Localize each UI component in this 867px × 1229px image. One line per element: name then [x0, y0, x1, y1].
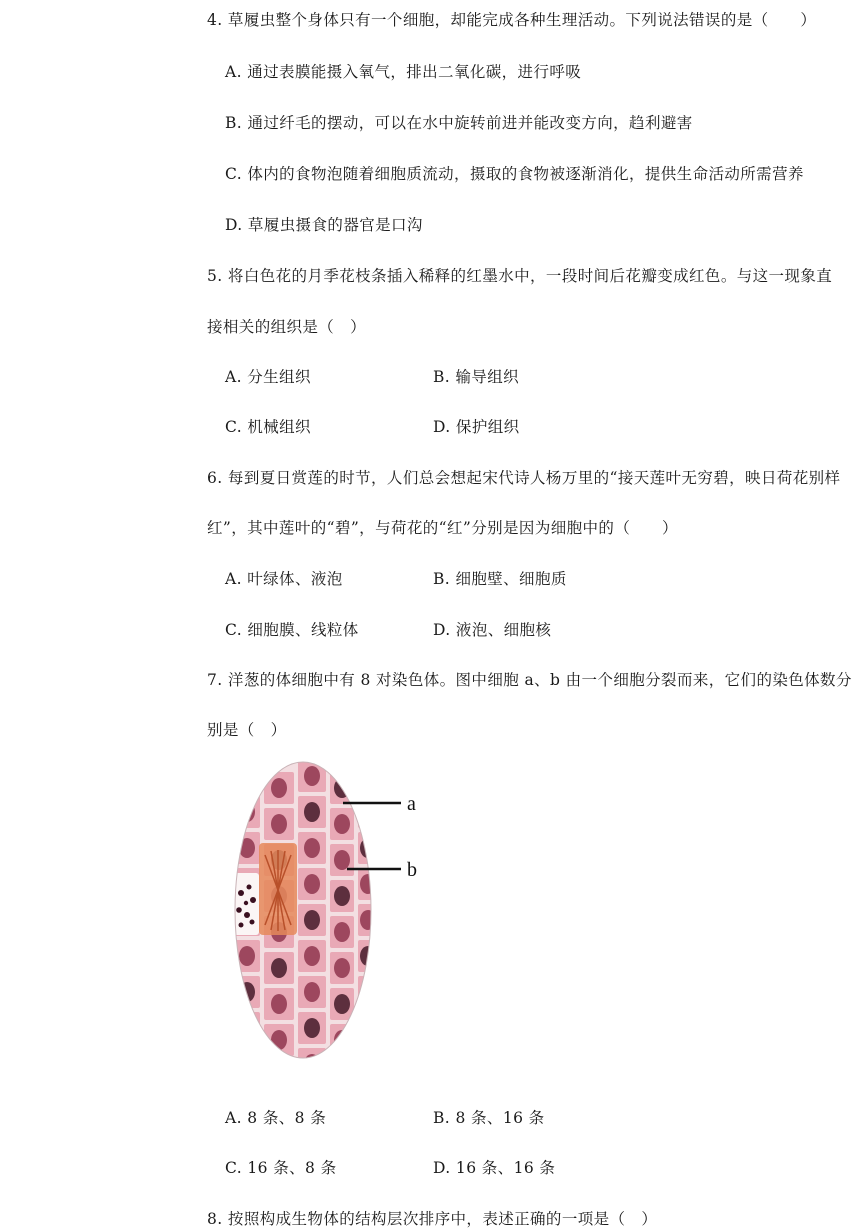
cell-nucleus — [304, 802, 320, 822]
cell-nucleus — [271, 778, 287, 798]
question-5-stem-line1: 5. 将白色花的月季花枝条插入稀释的红墨水中，一段时间后花瓣变成红色。与这一现象直 — [207, 267, 833, 285]
question-6-option-d: D. 液泡、细胞核 — [433, 621, 552, 639]
micrograph-svg — [225, 755, 425, 1065]
question-4-option-a: A. 通过表膜能摄入氧气，排出二氧化碳，进行呼吸 — [225, 63, 582, 81]
cell-nucleus — [334, 886, 350, 906]
cell-nucleus — [334, 922, 350, 942]
question-7-stem-line2: 别是（ ） — [207, 721, 287, 739]
label-a: a — [407, 793, 416, 815]
cell-nucleus — [360, 910, 376, 930]
cell — [233, 1011, 261, 1045]
cell-nucleus — [239, 946, 255, 966]
question-7-option-d: D. 16 条、16 条 — [433, 1159, 556, 1177]
cell-nucleus — [239, 766, 255, 786]
question-4-stem: 4. 草履虫整个身体只有一个细胞，却能完成各种生理活动。下列说法错误的是（ ） — [207, 11, 817, 29]
question-5-option-b: B. 输导组织 — [433, 368, 520, 386]
cell — [357, 1047, 379, 1065]
question-5-stem-line2: 接相关的组织是（ ） — [207, 318, 367, 336]
micrograph-field — [225, 755, 425, 1065]
cell-nucleus — [334, 994, 350, 1014]
label-b: b — [407, 859, 417, 881]
cell-nucleus — [360, 1018, 376, 1038]
cell — [357, 975, 379, 1009]
question-5-option-c: C. 机械组织 — [225, 418, 311, 436]
cell-nucleus — [360, 802, 376, 822]
onion-root-tip-micrograph — [225, 755, 425, 1065]
cell-nucleus — [334, 958, 350, 978]
cell-nucleus — [304, 838, 320, 858]
cell-nucleus — [304, 982, 320, 1002]
question-7-option-a: A. 8 条、8 条 — [225, 1109, 327, 1127]
cell — [233, 759, 261, 793]
cell-nucleus — [360, 1054, 376, 1065]
cell-nucleus — [271, 994, 287, 1014]
question-6-option-c: C. 细胞膜、线粒体 — [225, 621, 359, 639]
question-8-stem: 8. 按照构成生物体的结构层次排序中，表述正确的一项是（ ） — [207, 1210, 658, 1228]
cell-nucleus — [239, 1054, 255, 1065]
question-7-option-b: B. 8 条、16 条 — [433, 1109, 545, 1127]
cell-nucleus — [304, 1018, 320, 1038]
question-6-stem-line2: 红”，其中莲叶的“碧”，与荷花的“红”分别是因为细胞中的（ ） — [207, 519, 678, 537]
cell-nucleus — [304, 910, 320, 930]
question-4-option-b: B. 通过纤毛的摆动，可以在水中旋转前进并能改变方向，趋利避害 — [225, 114, 693, 132]
cell — [263, 1059, 295, 1065]
cell — [329, 1059, 355, 1065]
cell-nucleus — [360, 874, 376, 894]
question-4-option-c: C. 体内的食物泡随着细胞质流动，摄取的食物被逐渐消化，提供生命活动所需营养 — [225, 165, 804, 183]
cell-nucleus — [304, 766, 320, 786]
question-7-option-c: C. 16 条、8 条 — [225, 1159, 337, 1177]
question-6-option-a: A. 叶绿体、液泡 — [225, 570, 343, 588]
cell-nucleus — [304, 874, 320, 894]
cell-nucleus — [360, 982, 376, 1002]
question-5-option-a: A. 分生组织 — [225, 368, 311, 386]
question-6-stem-line1: 6. 每到夏日赏莲的时节，人们总会想起宋代诗人杨万里的“接天莲叶无穷碧，映日荷花别样 — [207, 469, 841, 487]
cell-nucleus — [334, 814, 350, 834]
cell — [357, 795, 379, 829]
question-4-option-d: D. 草履虫摄食的器官是口沟 — [225, 216, 423, 234]
cell-nucleus — [271, 1030, 287, 1050]
cell-nucleus — [239, 982, 255, 1002]
cell-nucleus — [239, 802, 255, 822]
cell-nucleus — [360, 838, 376, 858]
question-6-option-b: B. 细胞壁、细胞质 — [433, 570, 567, 588]
question-5-option-d: D. 保护组织 — [433, 418, 520, 436]
cell-nucleus — [271, 958, 287, 978]
cell-nucleus — [334, 1030, 350, 1050]
cell-nucleus — [239, 1018, 255, 1038]
cell-nucleus — [360, 766, 376, 786]
cell — [329, 1023, 355, 1057]
cell-nucleus — [304, 946, 320, 966]
cell — [357, 759, 379, 793]
cell — [233, 795, 261, 829]
cell — [233, 1047, 261, 1065]
question-7-stem-line1: 7. 洋葱的体细胞中有 8 对染色体。图中细胞 a、b 由一个细胞分裂而来，它们的染色体数分 — [207, 671, 852, 689]
cell-nucleus — [334, 850, 350, 870]
cell — [357, 1011, 379, 1045]
cell-nucleus — [271, 814, 287, 834]
